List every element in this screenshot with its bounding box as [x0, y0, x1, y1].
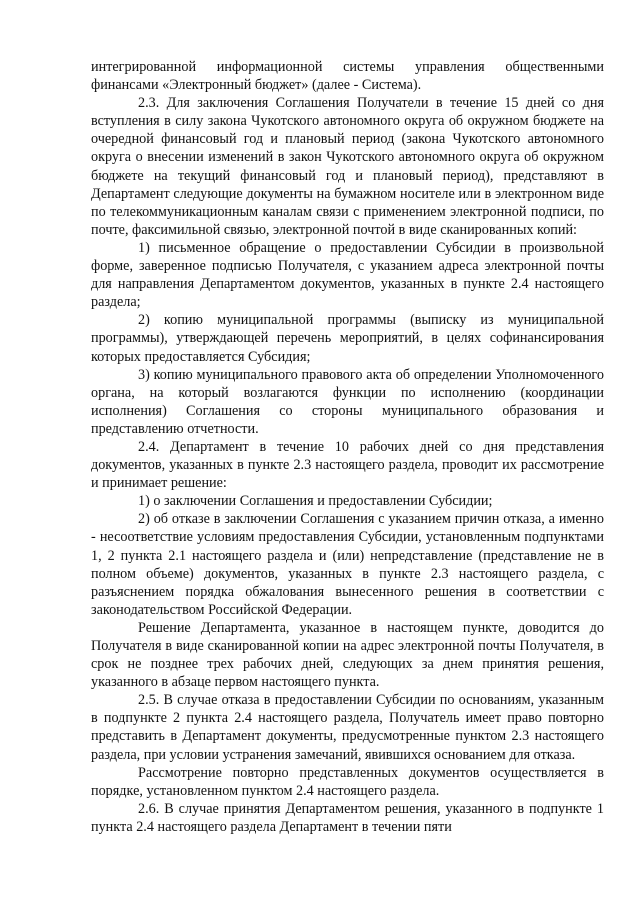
- document-page: [91, 58, 604, 836]
- paragraph-2-3-item-3: 3) копию муниципального правового акта об определении Уполномоченного органа, на который возлагаются функции по исполнению (координации исполнения) Соглашения со стороны муниципального образования и представлению отчетности.: [91, 366, 604, 437]
- paragraph-2-3-item-1: 1) письменное обращение о предоставлении Субсидии в произвольной форме, заверенное подписью Получателя, с указанием адреса электронной почты для направления Департаментом документов, указанных в пункте 2.4 настоящего раздела;: [91, 239, 604, 311]
- paragraph-2-4-decision: Решение Департамента, указанное в настоящем пункте, доводится до Получателя в виде сканированной копии на адрес электронной почты Получателя, в срок не позднее трех рабочих дней, следующих за днем принятия решения, указанного в абзаце первом настоящего пункта.: [91, 619, 604, 691]
- paragraph-2-3-item-2: 2) копию муниципальной программы (выписку из муниципальной программы), утверждающей перечень мероприятий, в целях софинансирования которых предоставляется Субсидия;: [91, 312, 604, 365]
- paragraph-system-continuation: интегрированной информационной системы управления общественными финансами «Электронный бюджет» (далее - Система).: [91, 59, 604, 94]
- paragraph-2-3: 2.3. Для заключения Соглашения Получатели в течение 15 дней со дня вступления в силу закона Чукотского автономного округа об окружном бюджете на очередной финансовый год и плановый период (закона Чукотского автономного округа о внесении изменений в закон Чукотского автономного округа об окружном бюджете на текущий финансовый год и плановый период), представляют в Департамент следующие документы на бумажном носителе или в электронном виде по телекоммуникационным каналам связи с применением электронной подписи, по почте, факсимильной связью, электронной почтой в виде сканированных копий:: [91, 95, 604, 238]
- paragraph-2-4: 2.4. Департамент в течение 10 рабочих дней со дня представления документов, указанных в пункте 2.3 настоящего раздела, проводит их рассмотрение и принимает решение:: [91, 438, 604, 492]
- paragraph-2-6: 2.6. В случае принятия Департаментом решения, указанного в подпункте 1 пункта 2.4 настоящего раздела Департамент в течении пяти: [91, 800, 604, 835]
- paragraph-2-4-item-2: 2) об отказе в заключении Соглашения с указанием причин отказа, а именно - несоответствие условиям предоставления Субсидии, установленным подпунктами 1, 2 пункта 2.1 настоящего раздела и (или) непредставление (представление не в полном объеме) документов, указанных в пункте 2.3 настоящего раздела, с разъяснением порядка обжалования вынесенного решения в соответствии с законодательством Российской Федерации.: [91, 511, 604, 618]
- paragraph-2-5-review: Рассмотрение повторно представленных документов осуществляется в порядке, установленном пунктом 2.4 настоящего раздела.: [91, 764, 604, 799]
- paragraph-2-5: 2.5. В случае отказа в предоставлении Субсидии по основаниям, указанным в подпункте 2 пункта 2.4 настоящего раздела, Получатель имеет право повторно представить в Департамент документы, предусмотренные пунктом 2.3 настоящего раздела, при условии устранения замечаний, явившихся основанием для отказа.: [91, 692, 604, 763]
- paragraph-2-4-item-1: 1) о заключении Соглашения и предоставлении Субсидии;: [138, 493, 493, 510]
